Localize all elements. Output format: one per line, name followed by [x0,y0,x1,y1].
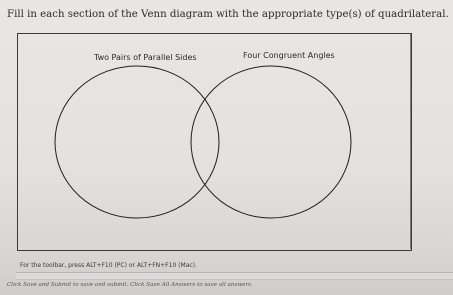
region-right-only-input[interactable] [250,95,345,185]
right-set-label: Four Congruent Angles [243,51,335,60]
toolbar-hint: For the toolbar, press ALT+F10 (PC) or ALT+FN+F10 (Mac). [20,262,197,269]
answer-input-bar[interactable] [16,272,453,280]
region-left-only-input[interactable] [70,95,175,185]
question-instruction: Fill in each section of the Venn diagram with the appropriate type(s) of quadrilateral. [7,9,449,20]
region-intersection-input[interactable] [198,110,234,180]
left-set-label: Two Pairs of Parallel Sides [94,53,197,62]
footer-note: Click Save and Submit to save and submit. Click Save All Answers to save all answers. [7,282,253,288]
region-outside-input[interactable] [360,60,405,240]
